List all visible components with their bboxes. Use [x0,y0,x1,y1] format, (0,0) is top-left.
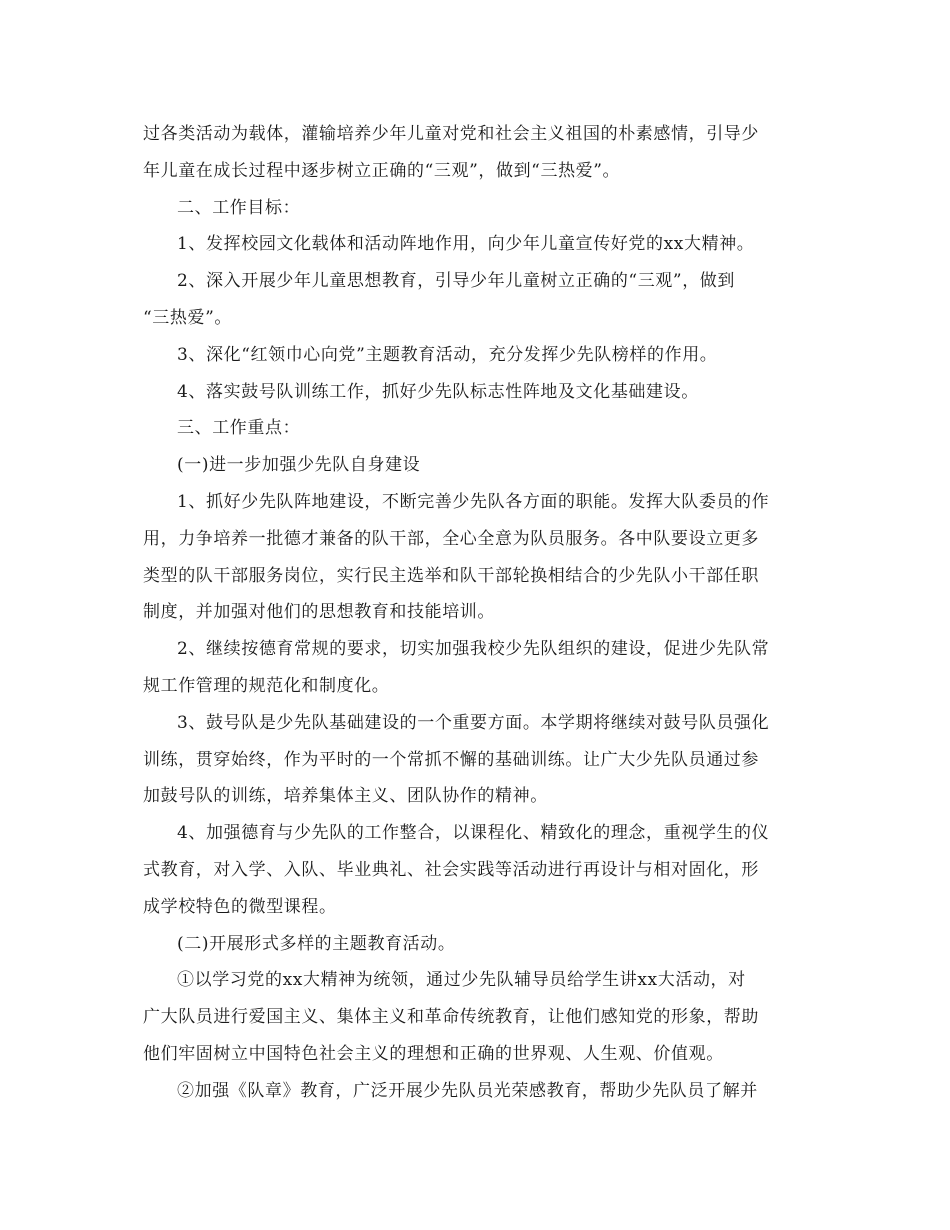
text-line: ①以学习党的xx大精神为统领，通过少先队辅导员给学生讲xx大活动，对 [177,970,746,991]
text-line: 训练，贯穿始终，作为平时的一个常抓不懈的基础训练。让广大少先队员通过参 [143,749,759,770]
text-line: “三热爱”。 [143,307,232,328]
document-body [143,116,807,1110]
text-line: 4、加强德育与少先队的工作整合，以课程化、精致化的理念，重视学生的仪 [177,823,770,844]
text-line: 用，力争培养一批德才兼备的队干部，全心全意为队员服务。各中队要设立更多 [143,528,759,549]
text-line: 广大队员进行爱国主义、集体主义和革命传统教育，让他们感知党的形象，帮助 [143,1007,759,1028]
text-line: 3、深化“红领巾心向党”主题教育活动，充分发挥少先队榜样的作用。 [177,344,718,365]
text-line: 他们牢固树立中国特色社会主义的理想和正确的世界观、人生观、价值观。 [143,1043,724,1064]
text-line: 2、继续按德育常规的要求，切实加强我校少先队组织的建设，促进少先队常 [177,639,770,660]
text-line: (一)进一步加强少先队自身建设 [177,455,421,476]
text-line: (二)开展形式多样的主题教育活动。 [177,933,456,954]
text-line: 二、工作目标： [177,197,301,218]
text-line: 3、鼓号队是少先队基础建设的一个重要方面。本学期将继续对鼓号队员强化 [177,712,770,733]
text-line: 成学校特色的微型课程。 [143,896,337,917]
text-line: 类型的队干部服务岗位，实行民主选举和队干部轮换相结合的少先队小干部任职 [143,565,759,586]
text-line: 1、发挥校园文化载体和活动阵地作用，向少年儿童宣传好党的xx大精神。 [177,234,755,255]
text-line: 年儿童在成长过程中逐步树立正确的“三观”，做到“三热爱”。 [143,160,621,181]
text-line: 1、抓好少先队阵地建设，不断完善少先队各方面的职能。发挥大队委员的作 [177,491,770,512]
text-line: 2、深入开展少年儿童思想教育，引导少年儿童树立正确的“三观”，做到 [177,271,735,292]
text-line: 规工作管理的规范化和制度化。 [143,675,390,696]
text-line: 4、落实鼓号队训练工作，抓好少先队标志性阵地及文化基础建设。 [177,381,699,402]
text-line: 制度，并加强对他们的思想教育和技能培训。 [143,602,495,623]
text-line: 加鼓号队的训练，培养集体主义、团队协作的精神。 [143,786,548,807]
text-line: 过各类活动为载体，灌输培养少年儿童对党和社会主义祖国的朴素感情，引导少 [143,124,759,144]
text-line: ②加强《队章》教育，广泛开展少先队员光荣感教育，帮助少先队员了解并 [177,1080,758,1101]
text-line: 三、工作重点： [177,418,301,439]
text-line: 式教育，对入学、入队、毕业典礼、社会实践等活动进行再设计与相对固化，形 [143,859,759,880]
